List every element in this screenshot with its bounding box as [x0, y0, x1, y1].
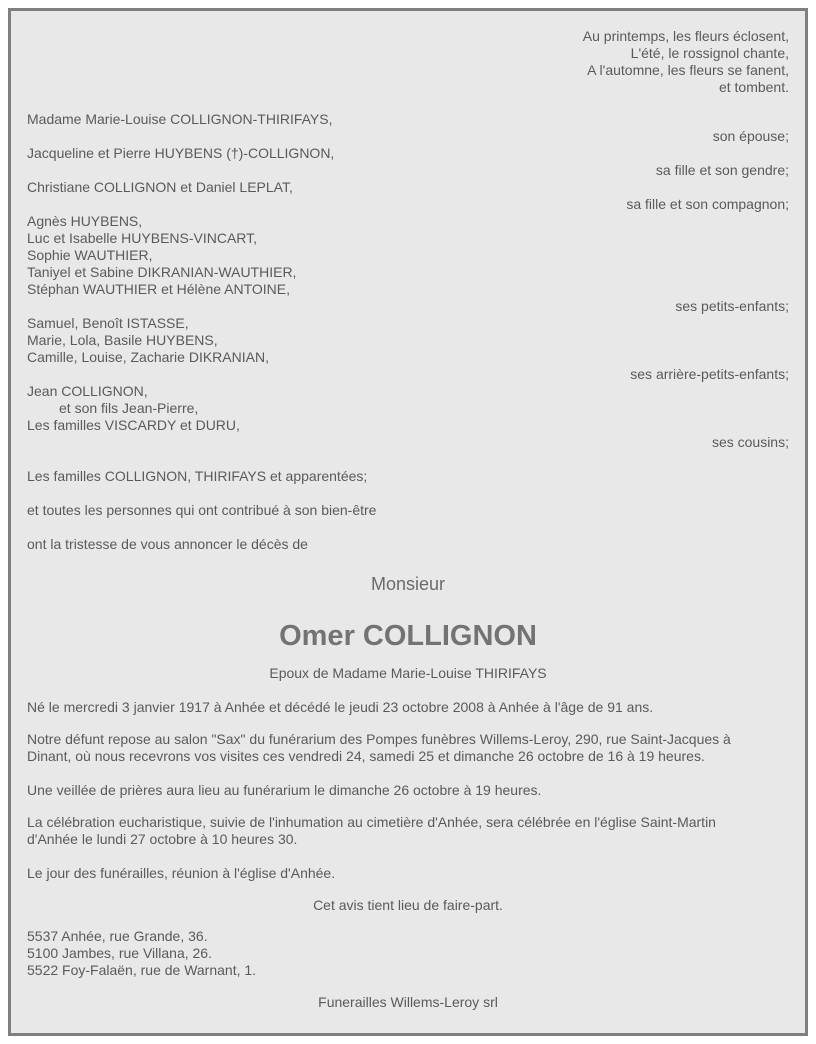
- rest-paragraph: [27, 731, 789, 765]
- daughter1-name: Jacqueline et Pierre HUYBENS (†)-COLLIGNON,: [27, 145, 335, 161]
- poem-line: Au printemps, les fleurs éclosent,: [582, 28, 789, 44]
- funeral-home: Funerailles Willems-Leroy srl: [318, 994, 498, 1010]
- mass-paragraph: [27, 814, 789, 848]
- grandchildren-role: ses petits-enfants;: [675, 298, 789, 314]
- daughter1-role: sa fille et son gendre;: [655, 162, 789, 178]
- daughter2-role: sa fille et son compagnon;: [626, 196, 789, 212]
- cousin-son-name: et son fils Jean-Pierre,: [59, 400, 199, 416]
- rest-line: Notre défunt repose au salon "Sax" du funérarium des Pompes funèbres Willems-Leroy, 290, rue Saint-Jacques à: [27, 731, 731, 747]
- honorific: Monsieur: [370, 574, 446, 594]
- poem-line: L'été, le rossignol chante,: [630, 45, 789, 61]
- grandchild-name: Taniyel et Sabine DIKRANIAN-WAUTHIER,: [27, 264, 297, 280]
- mass-line: d'Anhée le lundi 27 octobre à 10 heures 30.: [27, 831, 298, 847]
- mass-line: La célébration eucharistique, suivie de l'inhumation au cimetière d'Anhée, sera célébrée en l'église Saint-Martin: [27, 814, 716, 830]
- great-grandchildren-role: ses arrière-petits-enfants;: [630, 366, 789, 382]
- reunion-line: Le jour des funérailles, réunion à l'église d'Anhée.: [27, 865, 336, 881]
- vigil-line: Une veillée de prières aura lieu au funérarium le dimanche 26 octobre à 19 heures.: [27, 782, 542, 798]
- cousin-name: Jean COLLIGNON,: [27, 383, 148, 399]
- grandchild-name: Agnès HUYBENS,: [27, 213, 143, 229]
- poem-line: A l'automne, les fleurs se fanent,: [587, 62, 789, 78]
- related-families: Les familles COLLIGNON, THIRIFAYS et apparentées;: [27, 468, 368, 484]
- spouse-line: Epoux de Madame Marie-Louise THIRIFAYS: [269, 665, 547, 681]
- address-line: 5100 Jambes, rue Villana, 26.: [27, 945, 212, 961]
- obituary-card: [8, 8, 808, 1036]
- addresses: [27, 928, 789, 979]
- poem: [27, 28, 789, 96]
- poem-line: et tombent.: [718, 79, 789, 95]
- cousins-role: ses cousins;: [711, 434, 789, 450]
- wife-role: son épouse;: [712, 128, 789, 144]
- daughter2-name: Christiane COLLIGNON et Daniel LEPLAT,: [27, 179, 293, 195]
- announce-line: ont la tristesse de vous annoncer le décès de: [27, 536, 308, 552]
- address-line: 5522 Foy-Falaën, rue de Warnant, 1.: [27, 962, 257, 978]
- birth-death-line: Né le mercredi 3 janvier 1917 à Anhée et décédé le jeudi 23 octobre 2008 à Anhée à l'âge de 91 ans.: [27, 699, 654, 715]
- address-line: 5537 Anhée, rue Grande, 36.: [27, 928, 208, 944]
- grandchild-name: Sophie WAUTHIER,: [27, 247, 153, 263]
- notice-line: Cet avis tient lieu de faire-part.: [313, 897, 503, 913]
- cousin-families: Les familles VISCARDY et DURU,: [27, 417, 240, 433]
- great-grandchild-name: Camille, Louise, Zacharie DIKRANIAN,: [27, 349, 269, 365]
- obituary-content: [27, 27, 789, 1011]
- great-grandchild-name: Marie, Lola, Basile HUYBENS,: [27, 332, 218, 348]
- grandchild-name: Stéphan WAUTHIER et Hélène ANTOINE,: [27, 281, 290, 297]
- family-list: [27, 111, 789, 553]
- others-line: et toutes les personnes qui ont contribué à son bien-être: [27, 502, 377, 518]
- great-grandchild-name: Samuel, Benoît ISTASSE,: [27, 315, 189, 331]
- wife-name: Madame Marie-Louise COLLIGNON-THIRIFAYS,: [27, 111, 333, 127]
- grandchild-name: Luc et Isabelle HUYBENS-VINCART,: [27, 230, 258, 246]
- deceased-name: Omer COLLIGNON: [279, 620, 537, 652]
- rest-line: Dinant, où nous recevrons vos visites ces vendredi 24, samedi 25 et dimanche 26 octobre de 16 à 19 heures.: [27, 748, 705, 764]
